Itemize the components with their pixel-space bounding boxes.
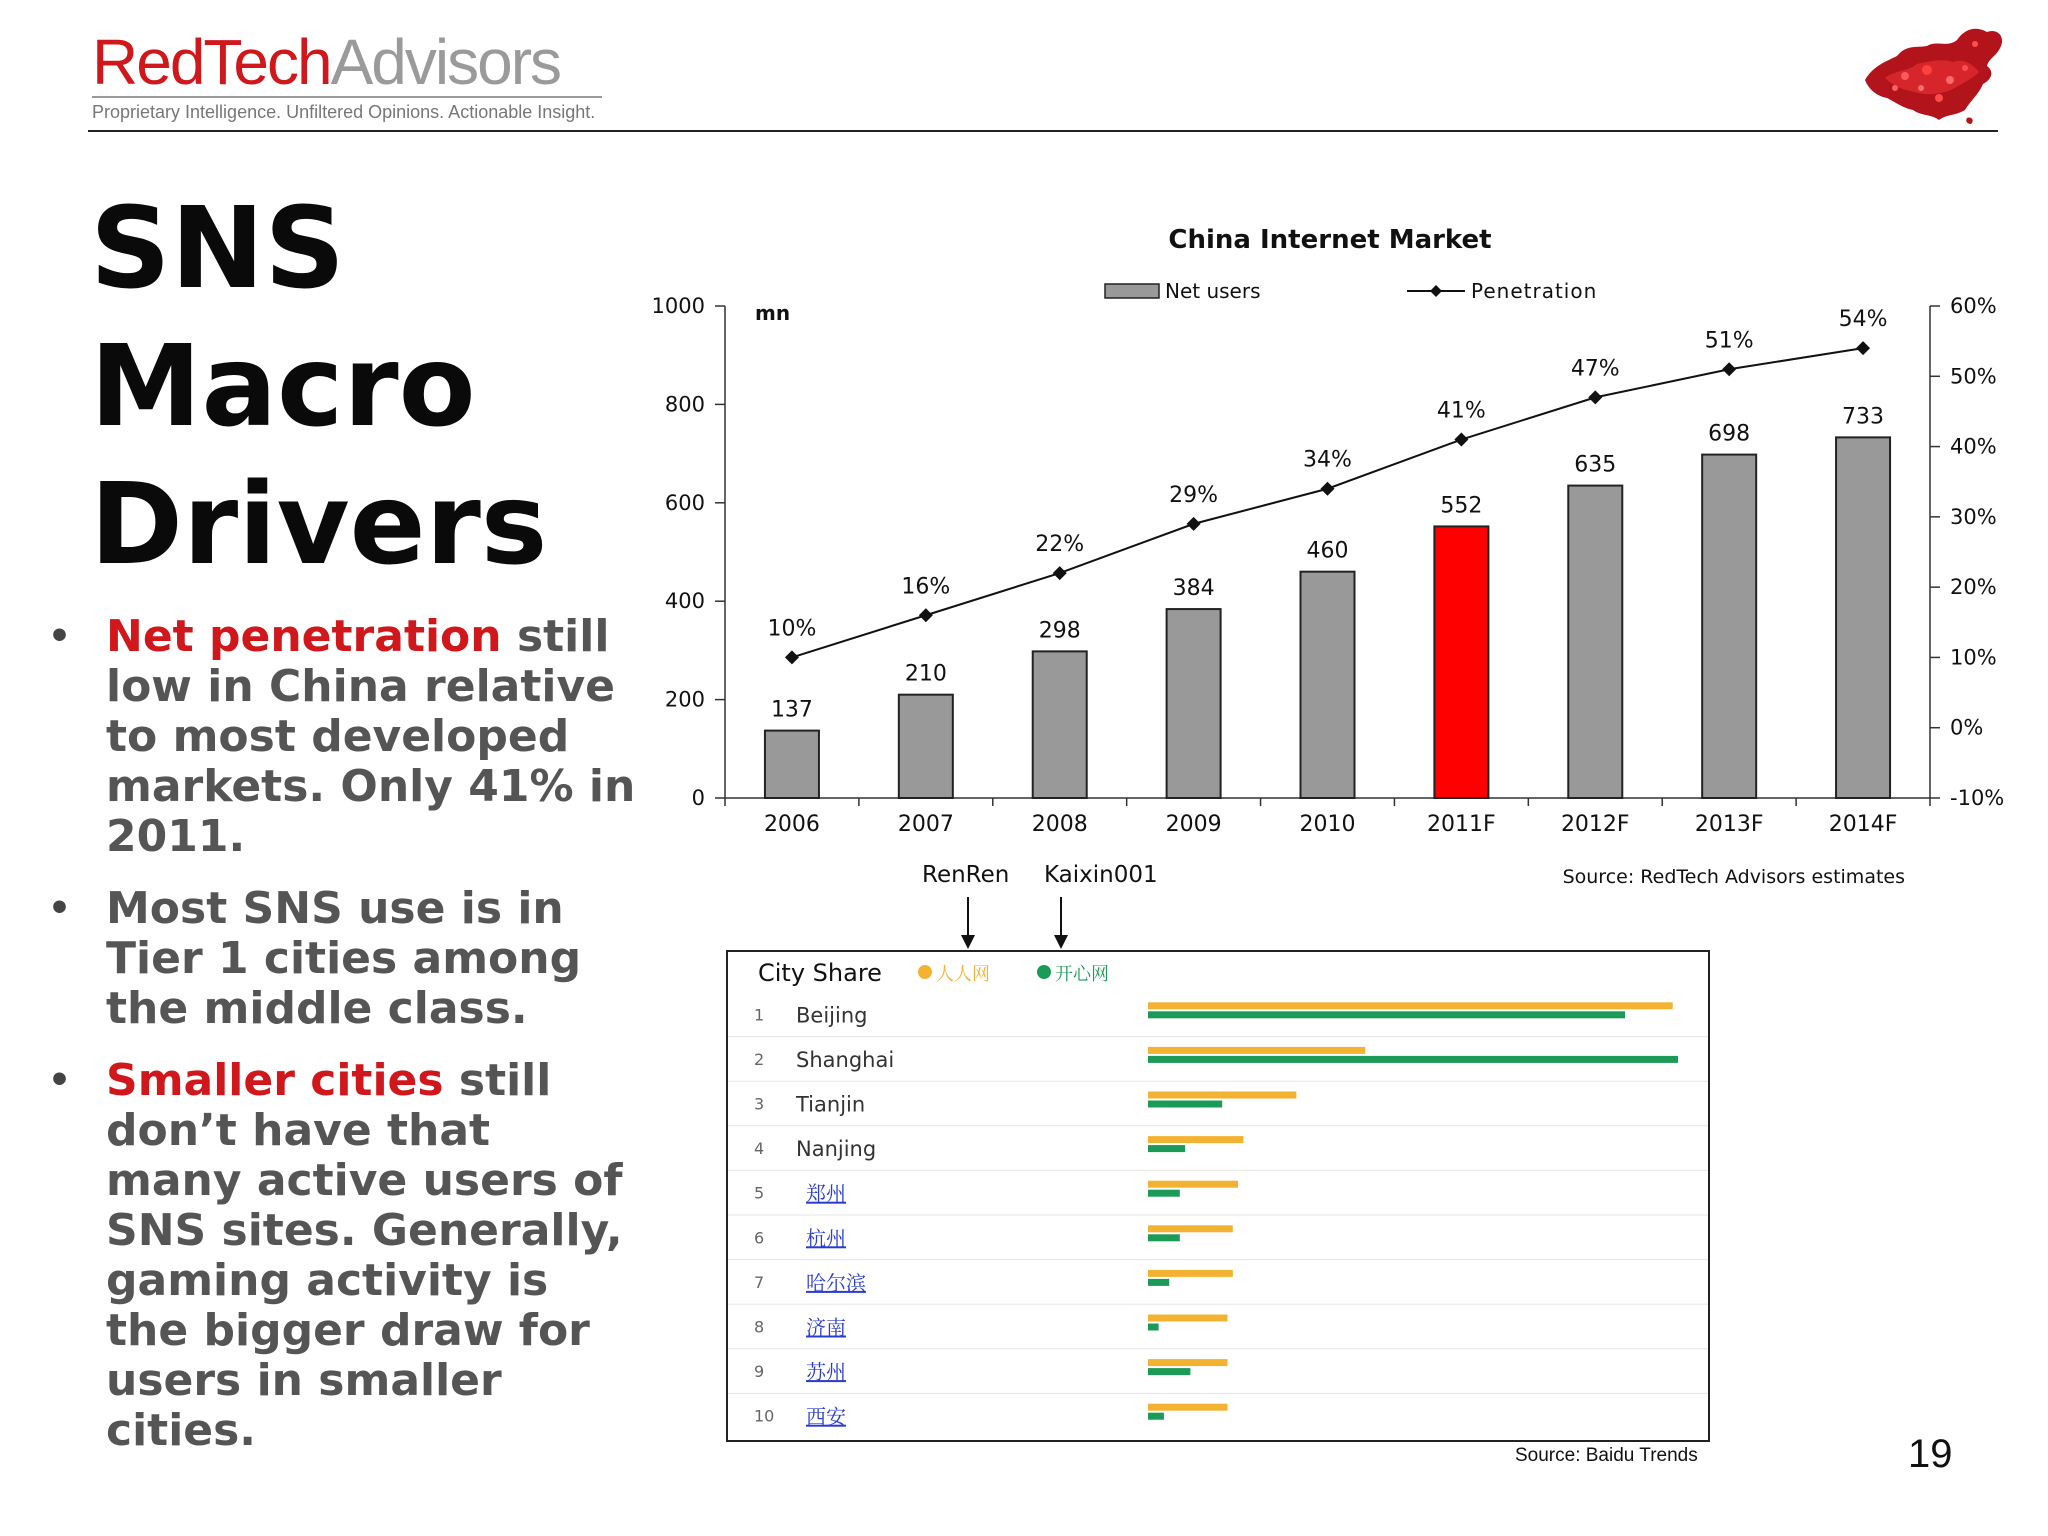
bullet-item [40, 612, 640, 862]
penetration-point [1454, 433, 1468, 447]
x-tick-label: 2010 [1299, 812, 1356, 837]
bullet-dot-icon: • [48, 1060, 72, 1101]
y-tick-label: 800 [664, 392, 705, 417]
renren-bar [1148, 1225, 1233, 1232]
y2-tick-label: 20% [1950, 575, 1997, 600]
logo-red-part: RedTech [92, 26, 331, 98]
kaixin-bar [1148, 1145, 1185, 1152]
city-source-note: Source: Baidu Trends [1515, 1445, 1698, 1466]
bullet-dot-icon: • [48, 616, 72, 657]
bar-value-label: 635 [1574, 452, 1617, 478]
bar-2006 [765, 731, 819, 798]
city-name: 西安 [806, 1404, 846, 1429]
title-line: Macro [90, 322, 476, 452]
bar-2014F [1836, 437, 1890, 798]
x-tick-label: 2014F [1828, 812, 1898, 837]
penetration-point [1722, 362, 1736, 376]
city-rank: 6 [754, 1228, 765, 1248]
bullet-text: Most SNS use is in Tier 1 cities among the middle class. [106, 883, 582, 1034]
penetration-point [1053, 566, 1067, 580]
china-map-icon [1855, 18, 2010, 128]
bar-value-label: 137 [770, 697, 813, 723]
penetration-point [919, 608, 933, 622]
bar-2012F [1568, 486, 1622, 798]
bar-value-label: 384 [1172, 576, 1215, 602]
city-rank: 8 [754, 1317, 765, 1337]
city-rank: 10 [754, 1406, 775, 1426]
bar-value-label: 698 [1708, 421, 1751, 447]
city-name: 杭州 [806, 1226, 846, 1251]
legend-net-users: Net users [1165, 279, 1261, 303]
penetration-label: 51% [1704, 328, 1754, 354]
city-rank: 2 [754, 1049, 765, 1069]
bullet-text: still don’t have that many active users of SNS sites. Generally, gaming activity is the bigger draw for users in smaller cities. [106, 1055, 623, 1456]
kaixin-bar [1148, 1011, 1625, 1018]
city-rank: 9 [754, 1362, 765, 1382]
x-tick-label: 2006 [763, 812, 820, 837]
y2-tick-label: 30% [1950, 504, 1997, 529]
x-tick-label: 2012F [1560, 812, 1630, 837]
penetration-label: 54% [1838, 307, 1888, 333]
x-tick-label: 2009 [1165, 812, 1222, 837]
x-tick-label: 2008 [1031, 812, 1088, 837]
penetration-label: 47% [1570, 356, 1620, 382]
legend-line-marker [1430, 285, 1442, 297]
kaixin-label: Kaixin001 [1044, 862, 1158, 888]
city-name: 哈尔滨 [806, 1270, 866, 1295]
x-tick-label: 2011F [1427, 812, 1496, 837]
city-name: 郑州 [806, 1181, 846, 1206]
bullet-text: still low in China relative to most developed markets. Only 41% in 2011. [106, 611, 636, 862]
penetration-label: 34% [1303, 447, 1352, 473]
renren-bar [1148, 1136, 1243, 1143]
title-line: Drivers [90, 460, 548, 590]
company-logo [92, 26, 602, 123]
bullet-highlight: Net penetration [106, 611, 502, 662]
y-tick-label: 200 [664, 687, 705, 712]
penetration-label: 22% [1035, 532, 1085, 558]
city-share-title: City Share [758, 959, 882, 987]
city-share-panel [726, 950, 1710, 1442]
city-rank: 3 [754, 1094, 765, 1114]
bar-2008 [1033, 651, 1087, 798]
renren-bar [1148, 1092, 1296, 1099]
legend-bar-swatch [1105, 284, 1159, 298]
logo-tagline: Proprietary Intelligence. Unfiltered Opinions. Actionable Insight. [92, 102, 596, 122]
legend-renren: 人人网 [936, 964, 990, 985]
city-name: Beijing [796, 1003, 868, 1028]
kaixin-bar [1148, 1413, 1164, 1420]
legend-penetration: Penetration [1471, 279, 1598, 303]
bullet-list [40, 612, 640, 1478]
logo-gray-part: Advisors [330, 26, 560, 98]
penetration-point [785, 650, 799, 664]
bar-2011F [1434, 526, 1488, 798]
bar-value-label: 210 [904, 661, 947, 687]
city-name: Nanjing [796, 1137, 877, 1162]
kaixin-bar [1148, 1324, 1159, 1331]
bar-2010 [1301, 572, 1355, 798]
logo-wordmark [92, 26, 602, 98]
bullet-item [40, 1056, 640, 1456]
bar-value-label: 733 [1842, 404, 1885, 430]
renren-bar [1148, 1404, 1228, 1411]
bar-2013F [1702, 455, 1756, 798]
renren-bar [1148, 1002, 1673, 1009]
y2-tick-label: 60% [1950, 294, 1997, 318]
chart-source-note: Source: RedTech Advisors estimates [1562, 866, 1905, 888]
penetration-point [1321, 482, 1335, 496]
penetration-label: 41% [1436, 398, 1486, 424]
y2-tick-label: -10% [1950, 786, 2005, 810]
bullet-highlight: Smaller cities [106, 1055, 444, 1106]
chart-title: China Internet Market [1168, 225, 1492, 255]
renren-bar [1148, 1270, 1233, 1277]
renren-bar [1148, 1359, 1228, 1366]
internet-market-chart [620, 200, 2030, 900]
page-number: 19 [1908, 1432, 1953, 1476]
penetration-label: 16% [901, 574, 951, 600]
city-share-chart [728, 952, 1708, 1440]
city-name: Shanghai [796, 1047, 895, 1072]
bullet-dot-icon: • [48, 888, 72, 929]
city-name: 苏州 [806, 1360, 846, 1385]
penetration-point [1588, 390, 1602, 404]
penetration-point [1856, 341, 1870, 355]
renren-bar [1148, 1315, 1228, 1322]
unit-label: mn [755, 301, 791, 325]
kaixin-bar [1148, 1368, 1190, 1375]
kaixin-bar [1148, 1279, 1169, 1286]
header-divider [88, 130, 1998, 132]
legend-renren-dot [918, 965, 932, 979]
y-tick-label: 1000 [651, 294, 705, 318]
y-tick-label: 400 [664, 589, 705, 614]
y-tick-label: 0 [691, 786, 705, 810]
city-rank: 1 [754, 1005, 765, 1025]
city-name: 济南 [806, 1315, 846, 1340]
bullet-item [40, 884, 640, 1034]
slide-title [90, 180, 547, 594]
x-tick-label: 2013F [1694, 812, 1764, 837]
y2-tick-label: 40% [1950, 434, 1997, 459]
renren-bar [1148, 1181, 1238, 1188]
bar-value-label: 298 [1038, 618, 1081, 644]
bar-value-label: 460 [1306, 538, 1349, 564]
renren-label: RenRen [922, 862, 1010, 888]
kaixin-bar [1148, 1234, 1180, 1241]
y2-tick-label: 50% [1950, 364, 1997, 389]
y-tick-label: 600 [664, 490, 705, 515]
penetration-label: 29% [1169, 482, 1219, 508]
legend-kaixin: 开心网 [1055, 964, 1109, 985]
city-rank: 7 [754, 1272, 765, 1292]
title-line: SNS [90, 184, 346, 314]
y2-tick-label: 10% [1950, 645, 1997, 670]
city-rank: 5 [754, 1183, 765, 1203]
kaixin-bar [1148, 1056, 1678, 1063]
bar-value-label: 552 [1440, 493, 1483, 519]
kaixin-bar [1148, 1101, 1222, 1108]
arrows-icon [950, 895, 1090, 951]
x-tick-label: 2007 [897, 812, 954, 837]
penetration-label: 10% [767, 616, 817, 642]
kaixin-bar [1148, 1190, 1180, 1197]
y2-tick-label: 0% [1950, 715, 1984, 740]
city-rank: 4 [754, 1139, 765, 1159]
city-name: Tianjin [796, 1092, 866, 1117]
bar-2007 [899, 695, 953, 798]
legend-kaixin-dot [1037, 965, 1051, 979]
renren-bar [1148, 1047, 1365, 1054]
bar-2009 [1167, 609, 1221, 798]
penetration-point [1187, 517, 1201, 531]
